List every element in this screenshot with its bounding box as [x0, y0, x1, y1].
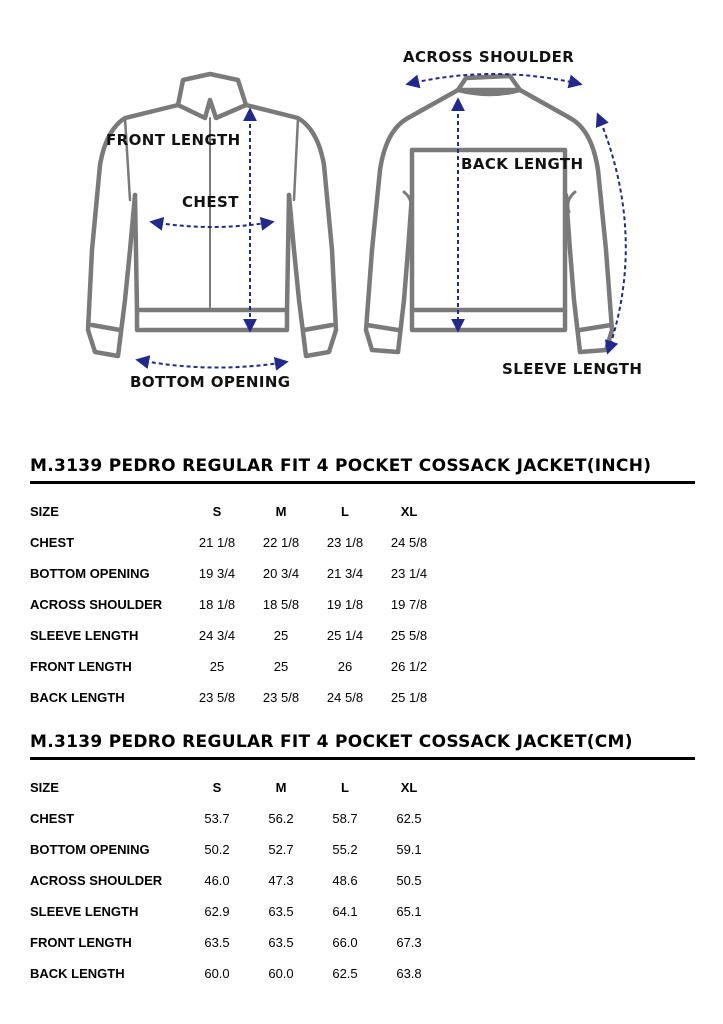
table-row	[30, 527, 441, 558]
row-label: SLEEVE LENGTH	[30, 904, 139, 919]
value-cell: 25	[273, 659, 289, 674]
table-header-row	[30, 772, 441, 803]
header-cell: XL	[400, 504, 418, 519]
table-row	[30, 651, 441, 682]
value-cell: 66.0	[332, 935, 358, 950]
value-cell: 18 1/8	[198, 597, 236, 612]
value-cell: 53.7	[204, 811, 230, 826]
header-cell: SIZE	[30, 780, 59, 795]
value-cell: 20 3/4	[262, 566, 300, 581]
front-length-label: FRONT LENGTH	[106, 131, 241, 149]
value-cell: 63.5	[268, 904, 294, 919]
row-label: CHEST	[30, 535, 75, 550]
header-cell: SIZE	[30, 504, 59, 519]
row-label: CHEST	[30, 811, 75, 826]
value-cell: 25 1/4	[326, 628, 364, 643]
header-cell: M	[275, 504, 287, 519]
value-cell: 62.5	[396, 811, 422, 826]
measurement-diagram	[0, 0, 723, 420]
table-row	[30, 834, 441, 865]
value-cell: 65.1	[396, 904, 422, 919]
table-row	[30, 558, 441, 589]
table-header-row	[30, 496, 441, 527]
table-row	[30, 803, 441, 834]
value-cell: 26	[337, 659, 353, 674]
value-cell: 21 1/8	[198, 535, 236, 550]
value-cell: 24 5/8	[326, 690, 364, 705]
header-cell: L	[341, 504, 349, 519]
table-row	[30, 620, 441, 651]
row-label: ACROSS SHOULDER	[30, 873, 163, 888]
table-row	[30, 589, 441, 620]
value-cell: 55.2	[332, 842, 358, 857]
row-label: ACROSS SHOULDER	[30, 597, 163, 612]
value-cell: 24 3/4	[198, 628, 236, 643]
value-cell: 18 5/8	[262, 597, 300, 612]
row-label: BACK LENGTH	[30, 966, 125, 981]
value-cell: 64.1	[332, 904, 358, 919]
back-jacket-outline	[366, 76, 612, 352]
table-title: M.3139 PEDRO REGULAR FIT 4 POCKET COSSACK JACKET(INCH)	[30, 456, 652, 476]
jacket-illustration	[0, 0, 723, 420]
table-row	[30, 927, 441, 958]
sleeve-length-label: SLEEVE LENGTH	[502, 360, 643, 378]
value-cell: 19 1/8	[326, 597, 364, 612]
row-label: BOTTOM OPENING	[30, 566, 150, 581]
value-cell: 50.5	[396, 873, 422, 888]
value-cell: 67.3	[396, 935, 422, 950]
table-row	[30, 682, 441, 713]
chest-arrow	[152, 222, 272, 227]
size-chart-inch	[30, 454, 695, 713]
value-cell: 47.3	[268, 873, 294, 888]
value-cell: 48.6	[332, 873, 358, 888]
value-cell: 22 1/8	[262, 535, 300, 550]
value-cell: 62.9	[204, 904, 230, 919]
header-cell: L	[341, 780, 349, 795]
header-cell: M	[275, 780, 287, 795]
title-divider	[30, 481, 695, 484]
value-cell: 25	[209, 659, 225, 674]
value-cell: 23 5/8	[262, 690, 300, 705]
back-length-label: BACK LENGTH	[461, 155, 584, 173]
value-cell: 23 5/8	[198, 690, 236, 705]
value-cell: 23 1/8	[326, 535, 364, 550]
table-row	[30, 896, 441, 927]
header-cell: S	[212, 504, 222, 519]
chest-label: CHEST	[182, 193, 239, 211]
row-label: BOTTOM OPENING	[30, 842, 150, 857]
value-cell: 58.7	[332, 811, 358, 826]
header-cell: S	[212, 780, 222, 795]
value-cell: 59.1	[396, 842, 422, 857]
value-cell: 19 7/8	[390, 597, 428, 612]
value-cell: 25	[273, 628, 289, 643]
row-label: FRONT LENGTH	[30, 659, 132, 674]
row-label: SLEEVE LENGTH	[30, 628, 139, 643]
value-cell: 46.0	[204, 873, 230, 888]
table-row	[30, 958, 441, 989]
size-table	[30, 496, 441, 713]
bottom-opening-arrow	[138, 360, 286, 368]
value-cell: 60.0	[204, 966, 230, 981]
value-cell: 50.2	[204, 842, 230, 857]
value-cell: 19 3/4	[198, 566, 236, 581]
value-cell: 60.0	[268, 966, 294, 981]
value-cell: 62.5	[332, 966, 358, 981]
table-title: M.3139 PEDRO REGULAR FIT 4 POCKET COSSACK JACKET(CM)	[30, 732, 633, 752]
row-label: BACK LENGTH	[30, 690, 125, 705]
value-cell: 52.7	[268, 842, 294, 857]
value-cell: 56.2	[268, 811, 294, 826]
value-cell: 24 5/8	[390, 535, 428, 550]
front-jacket-outline	[88, 74, 336, 356]
across-shoulder-label: ACROSS SHOULDER	[403, 48, 575, 66]
bottom-opening-label: BOTTOM OPENING	[130, 373, 291, 391]
header-cell: XL	[400, 780, 418, 795]
title-divider	[30, 757, 695, 760]
table-row	[30, 865, 441, 896]
row-label: FRONT LENGTH	[30, 935, 132, 950]
value-cell: 25 1/8	[390, 690, 428, 705]
value-cell: 23 1/4	[390, 566, 428, 581]
size-chart-cm	[30, 730, 695, 989]
value-cell: 21 3/4	[326, 566, 364, 581]
value-cell: 26 1/2	[390, 659, 428, 674]
value-cell: 63.8	[396, 966, 422, 981]
value-cell: 63.5	[268, 935, 294, 950]
value-cell: 63.5	[204, 935, 230, 950]
value-cell: 25 5/8	[390, 628, 428, 643]
size-table	[30, 772, 441, 989]
